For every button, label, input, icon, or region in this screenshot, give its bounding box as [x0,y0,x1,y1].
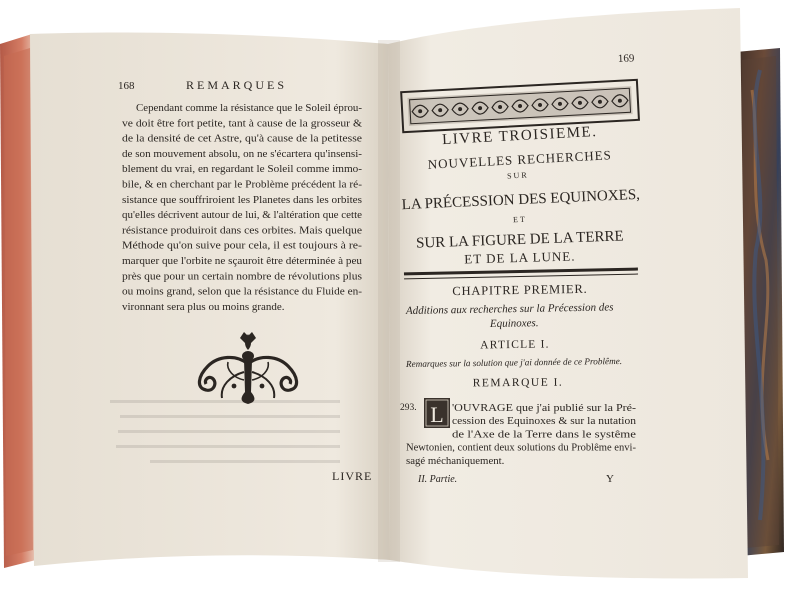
right-paragraph-line: cession des Equinoxes & sur la nutation [452,415,637,428]
subtitle-et: ET [512,214,527,225]
book-title: LIVRE TROISIEME. [441,123,598,149]
subtitle-sur: SUR [506,170,529,181]
drop-cap-box [424,398,450,428]
left-paragraph-line: bile, & en cherchant par le Problème précédent la ré- [122,178,363,191]
left-paragraph-line: Cependant comme la résistance que le Soleil éprou- [136,102,363,114]
left-paragraph-line: ve doit être fort petite, tant à cause de la grosseur & [122,117,363,130]
article-description: Remarques sur la solution que j'ai donnée de ce Problême. [405,355,623,369]
right-paragraph-line: Newtonien, contient deux solutions du Problême envi- [406,441,637,454]
left-catchword: LIVRE [332,469,373,483]
subtitle-precession: LA PRÉCESSION DES EQUINOXES, [401,186,641,214]
left-paragraph-line: vironnant sera plus ou moins grande. [122,300,285,313]
chapter-title: CHAPITRE PREMIER. [452,281,588,299]
signature-mark: Y [606,473,614,485]
left-paragraph-line: de son mouvement absolu, on ne s'écartera qu'insensi- [122,147,363,160]
left-running-head: REMARQUES [186,78,288,92]
left-page-number: 168 [118,80,135,92]
chapter-description-line-1: Additions aux recherches sur la Précession des [405,301,614,317]
chapter-description-line-2: Equinoxes. [489,317,539,330]
subtitle-lune: ET DE LA LUNE. [464,248,576,267]
signature: II. Partie. [418,474,458,485]
left-paragraph-line: de la densité de cet Astre, qu'à cause de la petitesse [122,132,363,145]
remarque-title: REMARQUE I. [472,376,564,390]
left-paragraph-line: près que pour un certain nombre de révolutions plus [122,270,362,283]
right-paragraph-line: sagé méchaniquement. [406,454,505,467]
left-paragraph-line: Méthode qu'on suive pour cela, il est toujours à re- [122,239,363,252]
subtitle-nouvelles-recherches: NOUVELLES RECHERCHES [427,147,613,172]
article-title: ARTICLE I. [480,338,550,352]
right-paragraph-line: 'OUVRAGE que j'ai publié sur la Pré- [452,402,637,414]
left-paragraph-line: résistance produiroit dans ces orbites. Mais quelque [122,224,363,237]
left-paragraph-line: sistance que souffriroient les Planetes dans les orbites [122,193,362,206]
left-paragraph-line: qu'elles décrivent autour de lui, & l'altération que cette [122,209,363,222]
paragraph-number: 293. [400,403,417,413]
left-paragraph-line: marquer que l'orbite ne sçauroit être déterminée à peu [122,255,363,267]
subtitle-figure-terre: SUR LA FIGURE DE LA TERRE [415,228,624,252]
left-paragraph-line: ou moins grand, selon que la résistance du Fluide en- [122,285,363,298]
right-page-number: 169 [617,52,635,65]
right-paragraph-line: de l'Axe de la Terre dans le systême [452,428,637,441]
drop-cap-letter: L [430,402,444,427]
left-paragraph-line: blement du vrai, en regardant le Soleil comme immo- [122,163,363,176]
